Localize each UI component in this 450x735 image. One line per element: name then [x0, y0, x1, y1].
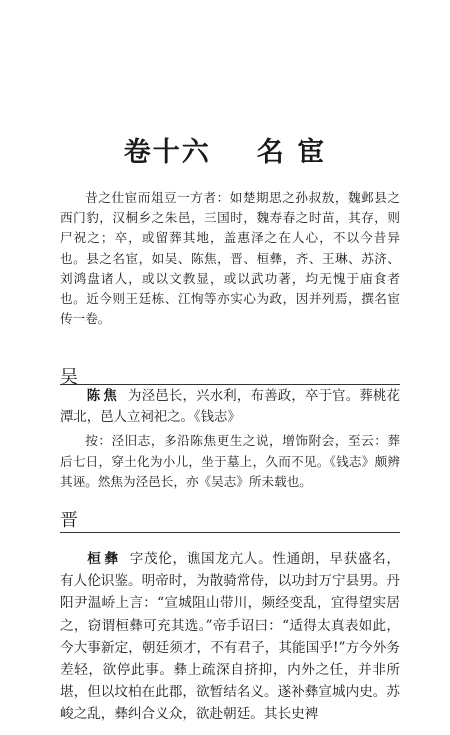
section-divider-wu — [60, 384, 400, 385]
intro-paragraph: 昔之仕宦而俎豆一方者：如楚期思之孙叔敖，魏邺县之西门豹，汉桐乡之朱邑，三国时，魏寿春之时苗，其存，则尸祝之；卒，或留葬其地，盖惠泽之在人心，不以今昔异也。县之名宦，如吴、陈焦，晋、桓彝，齐、王琳、苏济、刘鸿盘诸人，或以文教显，或以武功著，均无愧于庙食者也。近今则王廷栋、江恂等亦实心为政，因并列焉，撰名宦传一卷。 — [60, 190, 400, 327]
entry-name: 桓彝 — [87, 551, 122, 567]
entry-huan-yi — [60, 548, 400, 726]
section-divider-jin — [60, 532, 400, 533]
entry-name: 陈焦 — [86, 388, 121, 404]
chapter-name: 名 宦 — [256, 137, 327, 168]
section-heading-jin: 晋 — [60, 510, 78, 531]
chapter-title — [0, 130, 450, 169]
chapter-number: 卷十六 — [123, 137, 211, 168]
entry-text: 为泾邑长，兴水利，布善政，卒于官。葬桃花潭北，邑人立祠祀之。《钱志》 — [60, 389, 401, 425]
entry-chen-jiao — [60, 386, 400, 428]
entry-text: 字茂伦，谯国龙亢人。性通朗，早获盛名，有人伦识鉴。明帝时，为散骑常侍，以功封万宁县男。丹阳尹温峤上言：“宣城阻山带川，频经变乱，宜得望实居之，窃谓桓彝可充其选。”帝手诏曰：“适得太真表如此，今大事新定，朝廷须才，不有君子，其能国乎!”方今外务差轻，欲停此事。彝上疏深自挤抑，内外之任，并非所堪，但以坟柏在此郡，欲暂结名义。遂补彝宣城内史。苏峻之乱，彝纠合义众，欲赴朝廷。其长史裨 — [60, 551, 401, 723]
entry-note: 按：泾旧志，多沿陈焦更生之说，增饰附会，至云：葬后七日，穿土化为小儿，坐于墓上，久而不见。《钱志》颇辨其诬。然焦为泾邑长，亦《吴志》所未载也。 — [60, 433, 400, 489]
section-heading-wu: 吴 — [60, 367, 78, 388]
